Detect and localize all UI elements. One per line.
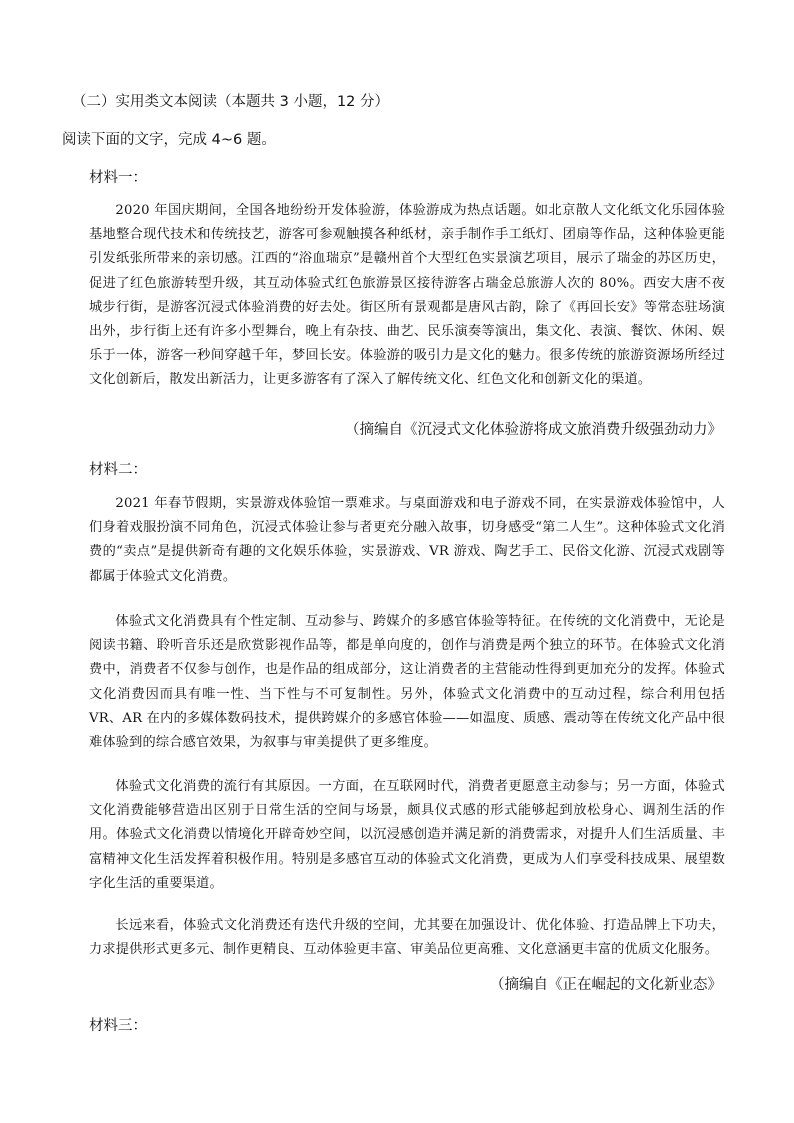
instruction-text: 阅读下面的文字，完成 4~6 题。: [62, 132, 276, 148]
material2-paragraph-2: 体验式文化消费具有个性定制、互动参与、跨媒介的多感官体验等特征。在传统的文化消费中，无论是阅读书籍、聆听音乐还是欣赏影视作品等，都是单向度的，创作与消费是两个独立的环节。在体验式文化消费中，消费者不仅参与创作，也是作品的组成部分，这让消费者的主营能动性得到更加充分的发挥。体验式文化消费因而具有唯一性、当下性与不可复制性。另外，体验式文化消费中的互动过程，综合利用包括 VR、AR 在内的多媒体数码技术，提供跨媒介的多感官体验——如温度、质感、震动等在传统文化产品中很难体验到的综合感官效果，为叙事与审美提供了更多维度。: [89, 614, 725, 751]
material2-paragraph-1: 2021 年春节假期，实景游戏体验馆一票难求。与桌面游戏和电子游戏不同，在实景游戏体验馆中，人们身着戏服扮演不同角色，沉浸式体验让参与者更充分融入故事，切身感受“第二人生”。这种体验式文化消费的“卖点”是提供新奇有趣的文化娱乐体验，实景游戏、VR 游戏、陶艺手工、民俗文化游、沉浸式戏剧等都属于体验式文化消费。: [89, 496, 725, 584]
material2-source: （摘编自《正在崛起的文化新业态》: [490, 977, 722, 993]
material1-label: 材料一：: [89, 170, 147, 186]
material2-paragraph-3: 体验式文化消费的流行有其原因。一方面，在互联网时代，消费者更愿意主动参与；另一方面，体验式文化消费能够营造出区别于日常生活的空间与场景，颇具仪式感的形式能够起到放松身心、调剂生活的作用。体验式文化消费以情境化开辟奇妙空间，以沉浸感创造并满足新的消费需求，对提升人们生活质量、丰富精神文化生活发挥着积极作用。特别是多感官互动的体验式文化消费，更成为人们享受科技成果、展望数字化生活的重要渠道。: [89, 779, 725, 891]
material3-label: 材料三：: [89, 1018, 147, 1034]
material2-paragraph-4: 长远来看，体验式文化消费还有迭代升级的空间，尤其要在加强设计、优化体验、打造品牌上下功夫，力求提供形式更多元、制作更精良、互动体验更丰富、审美品位更高雅、文化意涵更丰富的优质文化服务。: [89, 918, 725, 958]
section-heading: （二）实用类文本阅读（本题共 3 小题，12 分）: [72, 94, 390, 110]
material1-paragraph: 2020 年国庆期间，全国各地纷纷开发体验游，体验游成为热点话题。如北京散人文化纸文化乐园体验基地整合现代技术和传统技艺，游客可参观触摸各种纸材，亲手制作手工纸灯、团扇等作品，这种体验更能引发纸张所带来的亲切感。江西的“浴血瑞京”是赣州首个大型红色实景演艺项目，展示了瑞金的苏区历史，促进了红色旅游转型升级，其互动体验式红色旅游景区接待游客占瑞金总旅游人次的 80%。西安大唐不夜城步行街，是游客沉浸式体验消费的好去处。街区所有景观都是唐风古韵，除了《再回长安》等常态驻场演出外，步行街上还有许多小型舞台，晚上有杂技、曲艺、民乐演奏等演出，集文化、表演、餐饮、休闲、娱乐于一体，游客一秒间穿越千年，梦回长安。体验游的吸引力是文化的魅力。很多传统的旅游资源场所经过文化创新后，散发出新活力，让更多游客有了深入了解传统文化、红色文化和创新文化的渠道。: [89, 203, 725, 388]
material1-source: （摘编自《沉浸式文化体验游将成文旅消费升级强劲动力》: [345, 422, 722, 438]
material2-label: 材料二：: [89, 462, 147, 478]
